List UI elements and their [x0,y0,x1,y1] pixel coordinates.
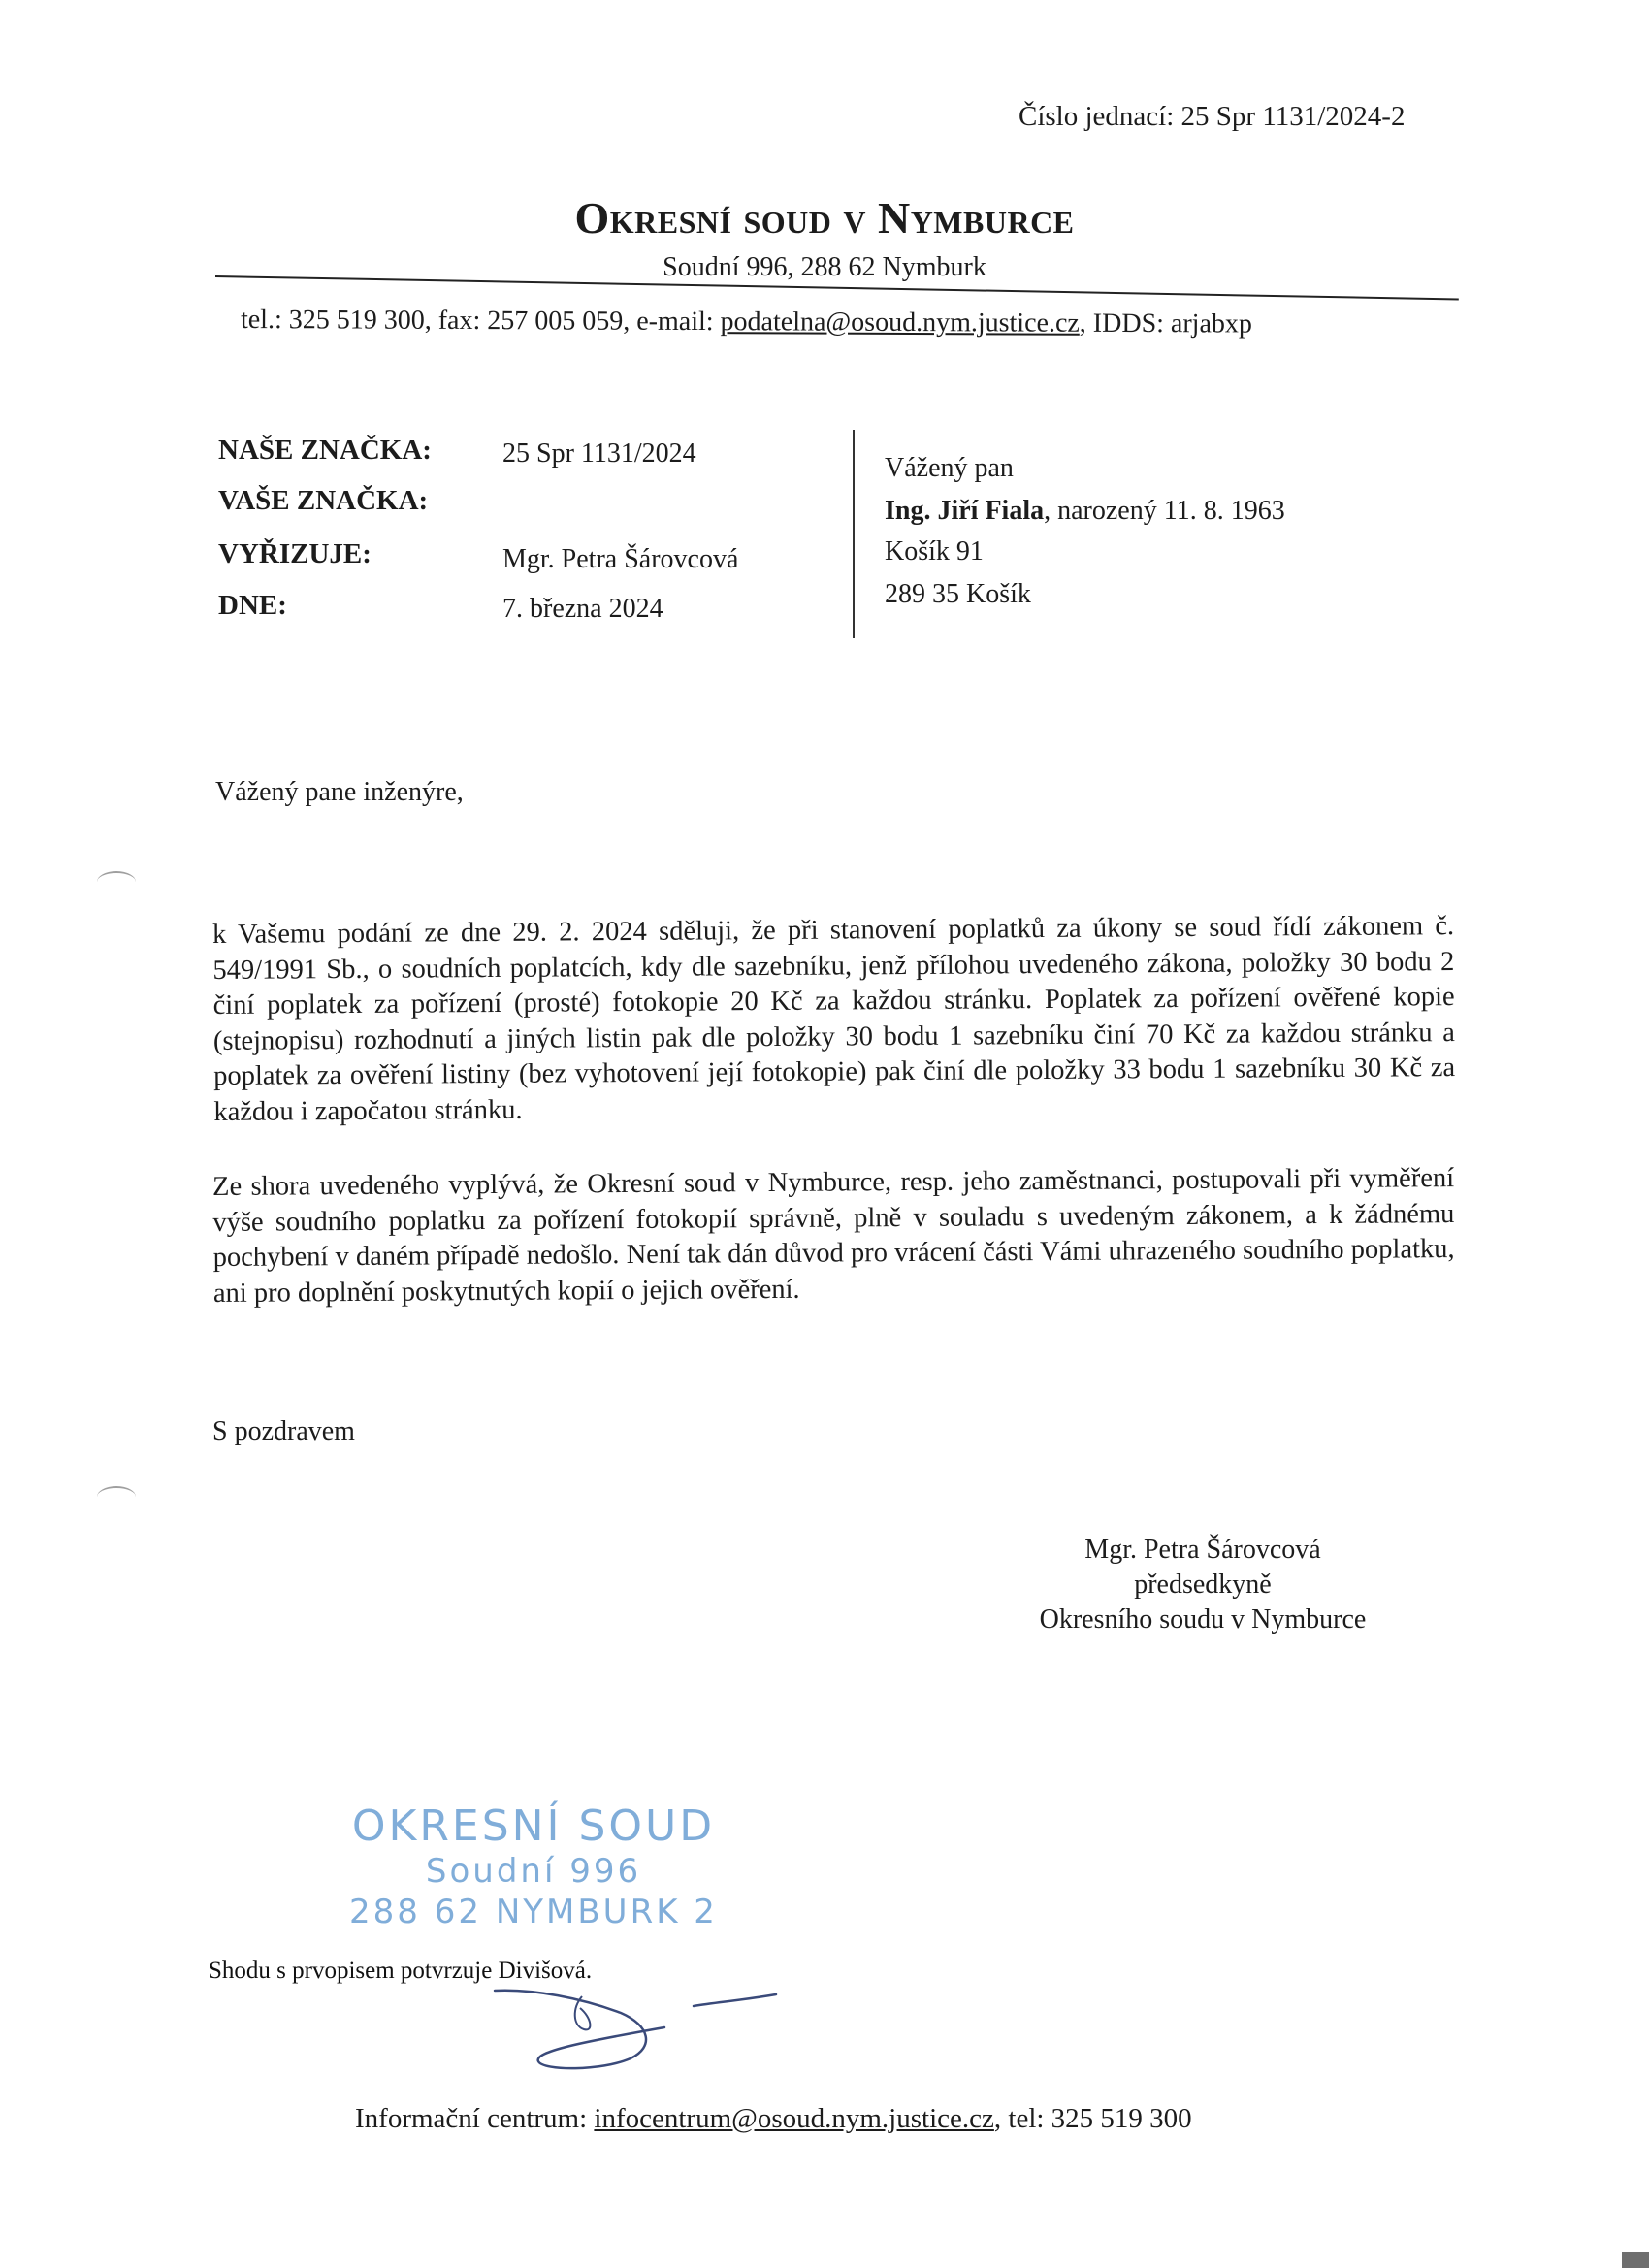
stamp-line-1: OKRESNÍ SOUD [351,1801,716,1851]
court-contact-line [241,305,1252,340]
hole-punch-mark [97,1486,136,1507]
your-reference-label: VAŠE ZNAČKA: [218,485,429,516]
our-reference-value: 25 Spr 1131/2024 [502,438,696,469]
scan-edge-artifact [1622,2252,1649,2268]
date-value: 7. března 2024 [502,594,663,624]
contact-phone-fax: tel.: 325 519 300, fax: 257 005 059, e-mail: [240,305,721,338]
footer-phone: , tel: 325 519 300 [993,2103,1192,2134]
recipient-greeting: Vážený pan [885,453,1014,483]
recipient-street: Košík 91 [885,536,984,567]
handled-by-value: Mgr. Petra Šárovcová [502,544,739,574]
recipient-city: 289 35 Košík [885,579,1031,609]
stamp-line-3: 288 62 NYMBURK 2 [349,1893,718,1931]
signatory-title: předsedkyně [1134,1570,1272,1600]
contact-idds: , IDDS: arjabxp [1079,308,1252,340]
court-email-link[interactable]: podatelna@osoud.nym.justice.cz [720,307,1080,339]
info-center-email-link[interactable]: infocentrum@osoud.nym.justice.cz [594,2103,994,2134]
handled-by-label: VYŘIZUJE: [218,538,372,569]
copy-certification: Shodu s prvopisem potvrzuje Divišová. [209,1958,593,1984]
recipient-birth-info: , narozený 11. 8. 1963 [1044,496,1285,526]
recipient-name-line [885,496,1285,527]
recipient-name: Ing. Jiří Fiala [885,496,1045,526]
signatory-institution: Okresního soudu v Nymburce [1039,1604,1367,1635]
court-stamp [330,1802,737,1932]
court-name-heading: Okresní soud v Nymburce [574,193,1075,243]
salutation: Vážený pane inženýre, [215,777,464,807]
our-reference-label: NAŠE ZNAČKA: [218,435,432,466]
case-reference-number: Číslo jednací: 25 Spr 1131/2024-2 [1018,101,1406,132]
court-address: Soudní 996, 288 62 Nymburk [663,252,986,282]
body-paragraph-1: k Vašemu podání ze dne 29. 2. 2024 sděluji, že při stanovení poplatků za úkony se soud řídí zákonem č. 549/1991 Sb., o soudních poplatcích, kdy dle sazebníku, jenž přílohou uvedeného zákona, položky 30 bodu 2 činí poplatek za pořízení (prosté) fotokopie 20 Kč za každou stránku. Poplatek za pořízení ověřené kopie (stejnopisu) rozhodnutí a jiných listin pak dle položky 30 bodu 1 sazebníku činí 70 Kč za každou stránku a poplatek za ověření listiny (bez vyhotovení její fotokopie) pak činí dle položky 33 bodu 1 sazebníku 30 Kč za každou i započatou stránku. [212,911,1456,1127]
stamp-line-2: Soudní 996 [425,1852,642,1891]
body-paragraph-2: Ze shora uvedeného vyplývá, že Okresní soud v Nymburce, resp. jeho zaměstnanci, postupovali při vyměření výše soudního poplatku za pořízení fotokopií správně, plně v souladu s uvedeným zákonem, a k žádnému pochybení v daném případě nedošlo. Není tak dán důvod pro vrácení části Vámi uhrazeného soudního poplatku, ani pro doplnění poskytnutých kopií o jejich ověření. [212,1163,1455,1309]
address-divider [853,430,855,638]
info-center-footer [355,2103,1192,2135]
hole-punch-mark [97,871,136,892]
footer-label: Informační centrum: [355,2103,595,2134]
closing-phrase: S pozdravem [212,1416,355,1446]
date-label: DNE: [218,590,287,621]
handwritten-signature-icon [475,1979,795,2076]
signatory-name: Mgr. Petra Šárovcová [1084,1535,1321,1565]
